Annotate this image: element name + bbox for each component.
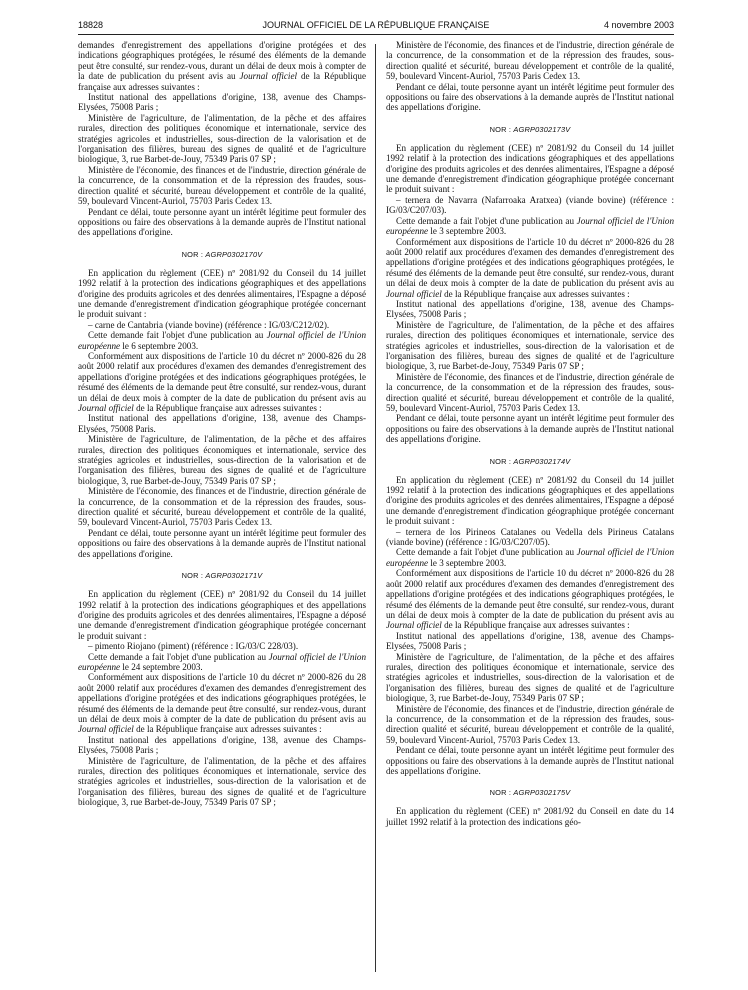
column-divider <box>375 44 376 972</box>
right-column <box>386 40 674 827</box>
address-inao: Institut national des appellations d'origine, 138, avenue des Champs-Elysées, 75008 Paris. <box>78 413 366 434</box>
header-divider <box>78 34 674 35</box>
product-item: – carne de Cantabria (viande bovine) (référence : IG/03/C212/02). <box>88 319 330 330</box>
address-inao: Institut national des appellations d'origine, 138, avenue des Champs-Elysées, 75008 Paris ; <box>386 630 674 652</box>
paragraph: Conformément aux dispositions de l'article 10 du décret nº 2000-826 du 28 août 2000 relatif aux procédures d'examen des demandes d'enregistrement des appellations d'origine protégées et des indications géographiques protégées, le résumé des éléments de la demande peut être consulté, sur rendez-vous, durant un délai de deux mois à compter de la date de publication du présent avis au Journal officiel de la République française aux adresses suivantes : <box>78 672 366 735</box>
address-inao: Institut national des appellations d'origine, 138, avenue des Champs-Elysées, 75008 Paris ; <box>386 298 674 320</box>
opposition-notice: Pendant ce délai, toute personne ayant un intérêt légitime peut formuler des oppositions ou faire des observations à la demande auprès de l'Institut national des appellations d'origine. <box>386 81 674 113</box>
paragraph: En application du règlement (CEE) nº 2081/92 du Conseil du 14 juillet 1992 relatif à la protection des indications géographiques et des appellations d'origine des produits agricoles et des denrées alimentaires, l'Espagne a déposé une demande d'enregistrement d'indication géographique protégée concernant le produit suivant : <box>78 267 366 320</box>
address-economie: Ministère de l'économie, des finances et de l'industrie, direction générale de la concurrence, de la consommation et de la répression des fraudes, sous-direction qualité et sécurité, bureau développement et contrôle de la qualité, 59, boulevard Vincent-Auriol, 75703 Paris Cedex 13. <box>386 371 674 413</box>
publication-notice: Cette demande a fait l'objet d'une publication au Journal officiel de l'Union européenne le 24 septembre 2003. <box>78 651 366 672</box>
paragraph: Conformément aux dispositions de l'article 10 du décret nº 2000-826 du 28 août 2000 relatif aux procédures d'examen des demandes d'enregistrement des appellations d'origine protégées et des indications géographiques protégées, le résumé des éléments de la demande peut être consulté, sur rendez-vous, durant un délai de deux mois à compter de la date de publication du présent avis au Journal officiel de la République française aux adresses suivantes : <box>386 236 674 299</box>
nor-reference: NOR : AGRP0302171V <box>181 571 263 581</box>
address-economie: Ministère de l'économie, des finances et de l'industrie, direction générale de la concurrence, de la consommation et de la répression des fraudes, sous-direction qualité et sécurité, bureau développement et contrôle de la qualité, 59, boulevard Vincent-Auriol, 75703 Paris Cedex 13. <box>386 40 674 82</box>
address-agriculture: Ministère de l'agriculture, de l'alimentation, de la pêche et des affaires rurales, direction des politiques économiques et internationale, service des stratégies agricoles et industrielles, sous-direction de la valorisation et de l'organisation des filières, bureau des signes de qualité et de l'agriculture biologique, 3, rue Barbet-de-Jouy, 75349 Paris 07 SP ; <box>386 319 674 372</box>
address-inao: Institut national des appellations d'origine, 138, avenue des Champs-Elysées, 75008 Paris ; <box>78 734 366 756</box>
paragraph: Conformément aux dispositions de l'article 10 du décret nº 2000-826 du 28 août 2000 relatif aux procédures d'examen des demandes d'enregistrement des appellations d'origine protégées et des indications géographiques protégées, le résumé des éléments de la demande peut être consulté, sur rendez-vous, durant un délai de deux mois à compter de la date de publication du présent avis au Journal officiel de la République française aux adresses suivantes : <box>78 350 366 413</box>
nor-reference: NOR : AGRP0302175V <box>489 788 571 798</box>
nor-reference: NOR : AGRP0302173V <box>489 124 571 134</box>
page-header <box>78 20 674 34</box>
opposition-notice: Pendant ce délai, toute personne ayant un intérêt légitime peut formuler des oppositions ou faire des observations à la demande auprès de l'Institut national des appellations d'origine. <box>386 413 674 445</box>
left-column <box>78 40 366 808</box>
product-item: – ternera de los Pirineos Catalanes ou Vedella dels Pirineus Catalans (viande bovine) (référence : IG/03/C207/05). <box>386 526 674 548</box>
paragraph: demandes d'enregistrement des appellations d'origine protégées et des indications géographiques protégées, le résumé des éléments de la demande peut être consulté, sur rendez-vous, durant un délai de deux mois à compter de la date de publication du présent avis au Journal officiel de la République française aux adresses suivantes : <box>78 40 366 92</box>
paragraph: En application du règlement (CEE) nº 2081/92 du Conseil du 14 juillet 1992 relatif à la protection des indications géographiques et des appellations d'origine des produits agricoles et des denrées alimentaires, l'Espagne a déposé une demande d'enregistrement d'indication géographique protégée concernant le produit suivant : <box>78 589 366 641</box>
address-economie: Ministère de l'économie, des finances et de l'industrie, direction générale de la concurrence, de la consommation et de la répression des fraudes, sous-direction qualité et sécurité, bureau développement et contrôle de la qualité, 59, boulevard Vincent-Auriol, 75703 Paris Cedex 13. <box>386 703 674 745</box>
product-item: – ternera de Navarra (Nafarroaka Aratxea) (viande bovine) (référence : IG/03/C207/03). <box>386 194 674 216</box>
nor-reference: NOR : AGRP0302170V <box>181 249 263 259</box>
address-agriculture: Ministère de l'agriculture, de l'alimentation, de la pêche et des affaires rurales, direction des politiques économiques et internationale, service des stratégies agricoles et industrielles, sous-direction de la valorisation et de l'organisation des filières, bureau des signes de qualité et de l'agriculture biologique, 3, rue Barbet-de-Jouy, 75349 Paris 07 SP ; <box>78 755 366 808</box>
journal-title: JOURNAL OFFICIEL DE LA RÉPUBLIQUE FRANÇAISE <box>262 20 490 30</box>
publication-notice: Cette demande a fait l'objet d'une publication au Journal officiel de l'Union européenne le 3 septembre 2003. <box>386 547 674 568</box>
opposition-notice: Pendant ce délai, toute personne ayant un intérêt légitime peut formuler des oppositions ou faire des observations à la demande auprès de l'Institut national des appellations d'origine. <box>78 206 366 238</box>
paragraph: Conformément aux dispositions de l'article 10 du décret nº 2000-826 du 28 août 2000 relatif aux procédures d'examen des demandes d'enregistrement des appellations d'origine protégées et des indications géographiques protégées, le résumé des éléments de la demande peut être consulté, sur rendez-vous, durant un délai de deux mois à compter de la date de publication du présent avis au Journal officiel de la République française aux adresses suivantes : <box>386 568 674 631</box>
address-agriculture: Ministère de l'agriculture, de l'alimentation, de la pêche et des affaires rurales, direction des politiques économiques et internationale, service des stratégies agricoles et industrielles, sous-direction de la valorisation et de l'organisation des filières, bureau des signes de qualité et de l'agriculture biologique, 3, rue Barbet-de-Jouy, 75349 Paris 07 SP ; <box>78 434 366 486</box>
address-inao: Institut national des appellations d'origine, 138, avenue des Champs-Elysées, 75008 Paris ; <box>78 92 366 113</box>
page-number: 18828 <box>78 20 104 30</box>
paragraph: En application du règlement (CEE) nº 2081/92 du Conseil du 14 juillet 1992 relatif à la protection des indications géographiques et des appellations d'origine des produits agricoles et des denrées alimentaires, l'Espagne a déposé une demande d'enregistrement d'indication géographique protégée concernant le produit suivant : <box>386 474 674 527</box>
address-economie: Ministère de l'économie, des finances et de l'industrie, direction générale de la concurrence, de la consommation et de la répression des fraudes, sous-direction qualité et sécurité, bureau développement et contrôle de la qualité, 59, boulevard Vincent-Auriol, 75703 Paris Cedex 13. <box>78 486 366 528</box>
paragraph: En application du règlement (CEE) nº 2081/92 du Conseil du 14 juillet 1992 relatif à la protection des indications géographiques et des appellations d'origine des produits agricoles et des denrées alimentaires, l'Espagne a déposé une demande d'enregistrement d'indication géographique protégée concernant le produit suivant : <box>386 142 674 195</box>
product-item: – pimento Riojano (piment) (référence : IG/03/C 228/03). <box>88 641 299 652</box>
address-economie: Ministère de l'économie, des finances et de l'industrie, direction générale de la concurrence, de la consommation et de la répression des fraudes, sous-direction qualité et sécurité, bureau développement et contrôle de la qualité, 59, boulevard Vincent-Auriol, 75703 Paris Cedex 13. <box>78 164 366 207</box>
publication-notice: Cette demande a fait l'objet d'une publication au Journal officiel de l'Union européenne le 3 septembre 2003. <box>386 215 674 237</box>
opposition-notice: Pendant ce délai, toute personne ayant un intérêt légitime peut formuler des oppositions ou faire des observations à la demande auprès de l'Institut national des appellations d'origine. <box>386 745 674 776</box>
nor-reference: NOR : AGRP0302174V <box>489 456 571 466</box>
opposition-notice: Pendant ce délai, toute personne ayant un intérêt légitime peut formuler des oppositions ou faire des observations à la demande auprès de l'Institut national des appellations d'origine. <box>78 527 366 559</box>
address-agriculture: Ministère de l'agriculture, de l'alimentation, de la pêche et des affaires rurales, direction des politiques économique et internationale, service des stratégies agricoles et industrielles, sous-direction de la valorisation et de l'organisation des filières, bureau des signes de qualité et de l'agriculture biologique, 3, rue Barbet-de-Jouy, 75349 Paris 07 SP ; <box>78 112 366 165</box>
address-agriculture: Ministère de l'agriculture, de l'alimentation, de la pêche et des affaires rurales, direction des politiques économique et internationale, service des stratégies agricoles et industrielles, sous-direction de la valorisation et de l'organisation des filières, bureau des signes de qualité et de l'agriculture biologique, 3, rue Barbet-de-Jouy, 75349 Paris 07 SP ; <box>386 651 674 704</box>
publication-notice: Cette demande fait l'objet d'une publication au Journal officiel de l'Union européenne le 6 septembre 2003. <box>78 330 366 351</box>
paragraph: En application du règlement (CEE) nº 2081/92 du Conseil en date du 14 juillet 1992 relatif à la protection des indications géo- <box>386 806 674 827</box>
issue-date: 4 novembre 2003 <box>603 20 674 30</box>
